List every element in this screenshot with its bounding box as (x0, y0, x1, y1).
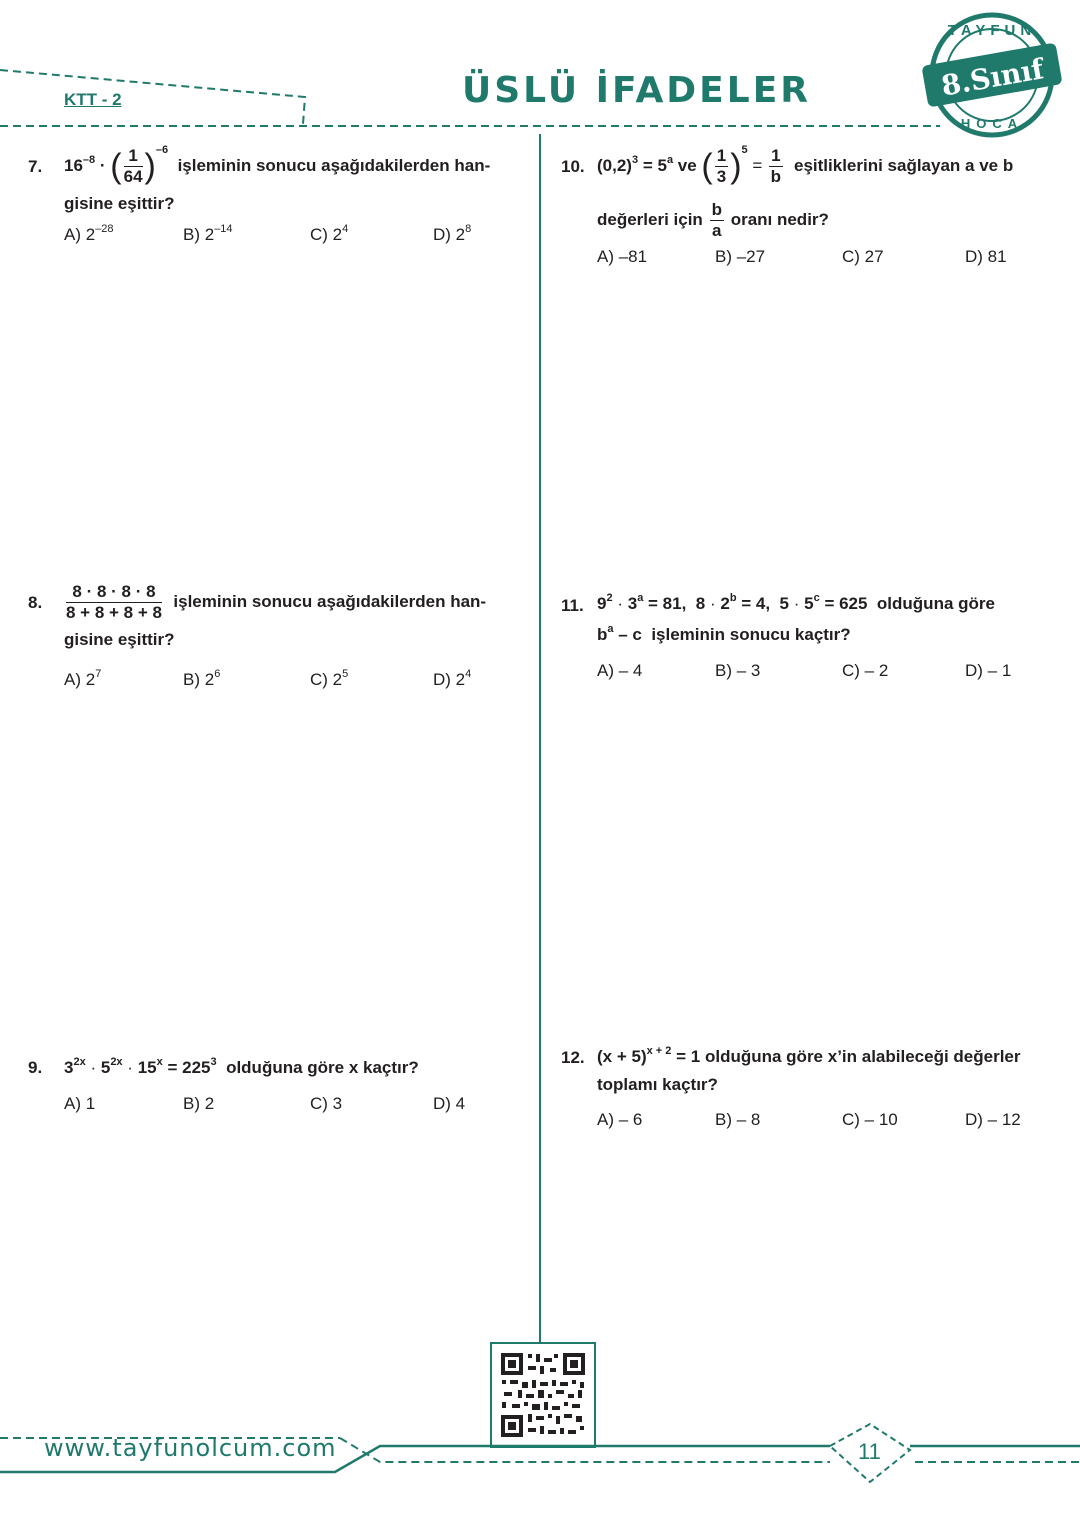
question-number: 7. (28, 157, 43, 176)
stamp-top-text: TAYFUN (947, 22, 1037, 39)
question-12 (597, 1045, 1067, 1097)
option-a[interactable]: A) 1 (64, 1094, 96, 1113)
stamp-grade-text: 8.Sınıf (938, 52, 1047, 103)
option-c[interactable]: C) 27 (842, 247, 884, 266)
q10-text-line-3: oranı nedir? (730, 210, 829, 229)
q8-fraction: $\frac{8 \cdot 8 \cdot 8 \cdot 8}{8 + 8 + 8 + 8}$ (66, 582, 162, 623)
q10-text-line-2: değerleri için (597, 210, 703, 229)
website-link[interactable]: www.tayfunolcum.com (44, 1434, 337, 1462)
q7-text-line-1: işleminin sonucu aşağıdakilerden han- (177, 156, 491, 175)
option-b[interactable]: B) 2 (183, 1094, 215, 1113)
question-7 (64, 140, 534, 216)
q7-expression: $16^{-8}$ · ( $\frac{1}{64}$ )$^{-6}$ (64, 144, 169, 187)
q12-text-line-1: olduğuna göre x’in alabileceği değerler (704, 1047, 1021, 1066)
question-11 (597, 592, 1067, 649)
question-number: 10. (561, 157, 585, 176)
q11-text-line-2: işleminin sonucu kaçtır? (651, 625, 851, 644)
option-a[interactable]: A) –81 (597, 247, 648, 266)
question-number: 9. (28, 1058, 43, 1077)
option-b[interactable]: B) – 3 (715, 661, 761, 680)
q8-text-line-1: işleminin sonucu aşağıdakilerden han- (173, 592, 487, 611)
option-c[interactable]: C) $2^5$ (310, 668, 349, 689)
question-8 (64, 576, 534, 652)
q8-text-line-2: gisine eşittir? (64, 630, 175, 649)
q11-expression: $9^2 \cdot 3^a = 81$, $8 \cdot 2^b = 4$, $5 \cdot 5^c = 625$ (597, 592, 868, 613)
page-title: ÜSLÜ İFADELER (462, 70, 812, 111)
q12-expression: $(x + 5)^{x + 2} = 1$ (597, 1045, 701, 1066)
q7-text-line-2: gisine eşittir? (64, 194, 175, 213)
option-c[interactable]: C) – 2 (842, 661, 889, 680)
test-code: KTT - 2 (64, 90, 122, 109)
option-c[interactable]: C) $2^4$ (310, 223, 349, 244)
option-b[interactable]: B) – 8 (715, 1110, 761, 1129)
option-b[interactable]: B) $2^{-14}$ (183, 223, 233, 244)
q12-text-line-2: toplamı kaçtır? (597, 1075, 718, 1094)
option-d[interactable]: D) – 12 (965, 1110, 1021, 1129)
option-c[interactable]: C) 3 (310, 1094, 343, 1113)
q9-expression: $3^{2x} \cdot 5^{2x} \cdot 15^x = 225^3$ (64, 1056, 217, 1077)
q9-text: olduğuna göre x kaçtır? (226, 1058, 419, 1077)
option-a[interactable]: A) $2^{-28}$ (64, 223, 114, 244)
option-d[interactable]: D) 81 (965, 247, 1007, 266)
option-a[interactable]: A) – 6 (597, 1110, 643, 1129)
q10-expression: $(0,2)^3 = 5^a$ ve ( $\frac{1}{3}$ )$^5$ = $\frac{1}{b}$ (597, 144, 781, 187)
question-9 (64, 1056, 419, 1082)
page-number: 11 (858, 1439, 881, 1464)
q10-text-line-1: eşitliklerini sağlayan a ve b (794, 156, 1014, 175)
question-number: 12. (561, 1048, 585, 1067)
stamp-bottom-text: HOCA (960, 116, 1024, 131)
badge-stamp-icon (920, 10, 1064, 140)
question-number: 8. (28, 593, 43, 612)
q11-text-line-1: olduğuna göre (876, 594, 995, 613)
column-divider (539, 134, 541, 1344)
option-b[interactable]: B) –27 (715, 247, 766, 266)
question-number: 11. (561, 596, 584, 615)
option-d[interactable]: D) $2^8$ (433, 223, 472, 244)
q11-expression-2: $b^a$ – c (597, 623, 642, 644)
q10-ratio: $\frac{b}{a}$ (711, 200, 722, 241)
question-10 (597, 140, 1067, 246)
option-a[interactable]: A) $2^7$ (64, 668, 102, 689)
option-d[interactable]: D) $2^4$ (433, 668, 472, 689)
option-d[interactable]: D) 4 (433, 1094, 466, 1113)
option-d[interactable]: D) – 1 (965, 661, 1012, 680)
option-a[interactable]: A) – 4 (597, 661, 643, 680)
option-b[interactable]: B) $2^6$ (183, 668, 221, 689)
option-c[interactable]: C) – 10 (842, 1110, 898, 1129)
